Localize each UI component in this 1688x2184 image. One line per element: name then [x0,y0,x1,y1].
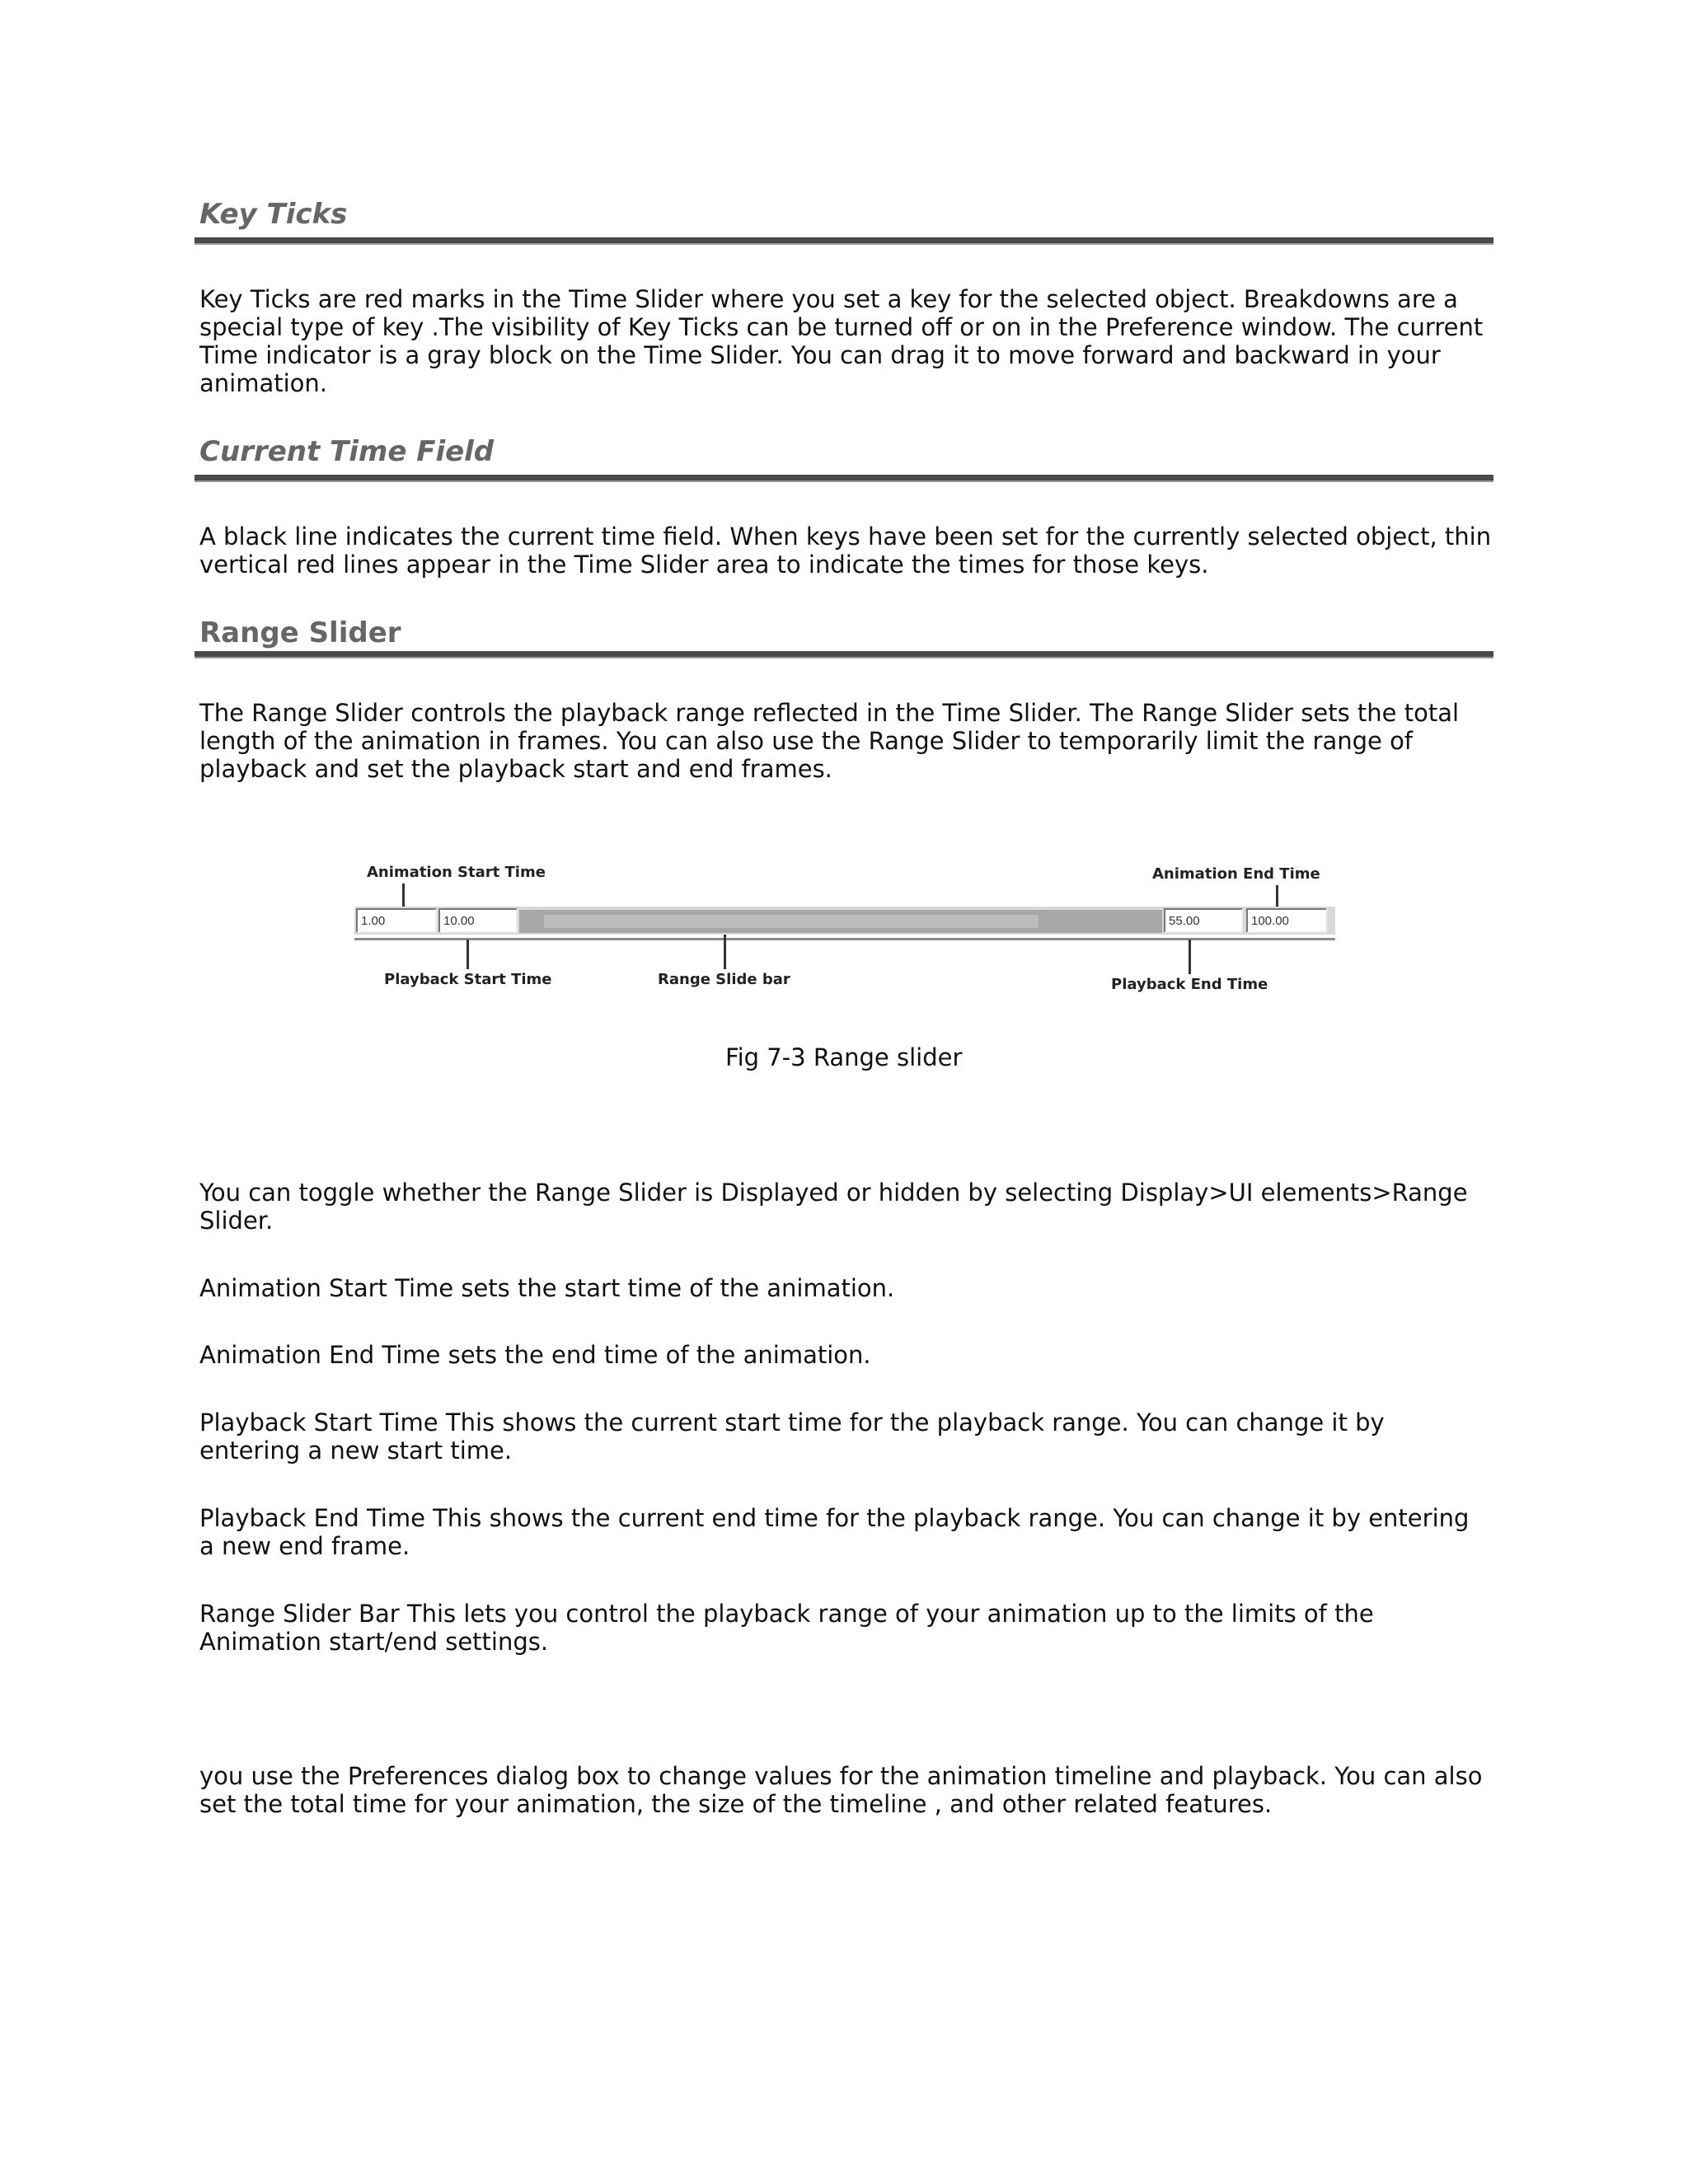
animation-end-paragraph [199,1341,1502,1369]
playback-end-paragraph [199,1504,1502,1560]
heading-key-ticks: Key Ticks [199,198,348,231]
text-line: animation. [199,369,327,397]
heading-current-time-field: Current Time Field [199,435,495,468]
section-rule [195,651,1493,658]
label-playback-start-time: Playback Start Time [384,971,552,988]
toggle-paragraph [199,1179,1502,1235]
label-animation-end-time: Animation End Time [1152,865,1320,883]
callout-tick [402,883,405,907]
text-line: Animation Start Time sets the start time of the animation. [199,1274,895,1302]
range-slider-paragraph [199,699,1502,783]
label-animation-start-time: Animation Start Time [367,864,546,881]
text-line: a new end frame. [199,1532,410,1560]
text-line: A black line indicates the current time field. When keys have been set for the currently selected object, thin [199,523,1492,551]
text-line: You can toggle whether the Range Slider is Displayed or hidden by selecting Display>UI elements>Range [199,1179,1468,1207]
key-ticks-paragraph [199,285,1502,397]
current-time-field-paragraph [199,523,1502,579]
text-line: set the total time for your animation, the size of the timeline , and other related features. [199,1790,1273,1818]
range-slide-bar-handle[interactable] [544,915,1039,928]
callout-tick [724,935,726,969]
animation-end-field[interactable]: 100.00 [1246,908,1327,933]
animation-start-paragraph [199,1274,1502,1302]
section-rule [195,237,1493,245]
text-line: you use the Preferences dialog box to change values for the animation timeline and playback. You can also [199,1762,1483,1790]
text-line: special type of key .The visibility of Key Ticks can be turned off or on in the Preference window. The current [199,313,1484,341]
preferences-paragraph [199,1762,1502,1818]
label-range-slide-bar: Range Slide bar [658,971,790,988]
section-rule [195,475,1493,482]
callout-tick [467,940,469,969]
text-line: entering a new start time. [199,1436,513,1465]
range-slider-bar-paragraph [199,1600,1502,1656]
label-playback-end-time: Playback End Time [1111,976,1268,993]
text-line: The Range Slider controls the playback range reflected in the Time Slider. The Range Slider sets the total [199,699,1460,727]
text-line: Slider. [199,1207,274,1235]
text-line: Playback Start Time This shows the current start time for the playback range. You can change it by [199,1408,1385,1436]
range-slider-figure [354,864,1335,1004]
text-line: Animation End Time sets the end time of the animation. [199,1341,871,1369]
animation-start-field[interactable]: 1.00 [356,908,437,933]
callout-tick [1276,885,1278,907]
text-line: Time indicator is a gray block on the Time Slider. You can drag it to move forward and backward in your [199,341,1441,369]
figure-caption: Fig 7-3 Range slider [725,1043,963,1071]
heading-range-slider: Range Slider [199,616,401,649]
range-slide-bar[interactable] [519,910,1162,933]
text-line: Range Slider Bar This lets you control the playback range of your animation up to the limits of the [199,1600,1374,1628]
playback-start-paragraph [199,1408,1502,1465]
text-line: Playback End Time This shows the current end time for the playback range. You can change it by entering [199,1504,1470,1532]
text-line: Animation start/end settings. [199,1628,549,1656]
playback-start-field[interactable]: 10.00 [438,908,518,933]
text-line: Key Ticks are red marks in the Time Slider where you set a key for the selected object. Breakdowns are a [199,285,1458,313]
callout-tick [1189,940,1191,974]
text-line: playback and set the playback start and end frames. [199,755,832,783]
text-line: length of the animation in frames. You can also use the Range Slider to temporarily limit the range of [199,727,1414,755]
playback-end-field[interactable]: 55.00 [1164,908,1243,933]
text-line: vertical red lines appear in the Time Slider area to indicate the times for those keys. [199,551,1209,579]
